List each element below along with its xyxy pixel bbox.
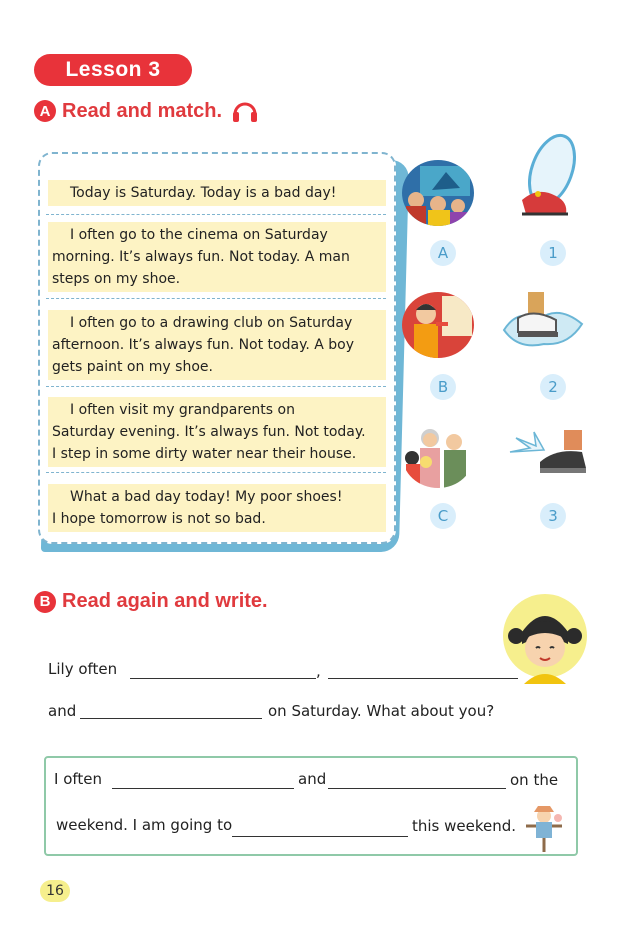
paragraph-drawing-club (48, 310, 386, 380)
box-i-often: I often (54, 770, 103, 788)
section-a-letter: A (34, 100, 56, 122)
cinema-picture (402, 160, 474, 226)
paragraph-intro (48, 180, 386, 206)
paragraph-grandparents (48, 397, 386, 467)
blank-5[interactable] (328, 788, 506, 789)
para-line: I often go to the cinema on Saturday (70, 227, 328, 243)
section-b-title: Read again and write. (62, 590, 268, 612)
headphones-icon[interactable] (232, 99, 258, 123)
shoe-picture-2 (498, 290, 590, 356)
and-text: and (48, 702, 77, 720)
divider (46, 386, 386, 387)
para-line: I step in some dirty water near their house. (52, 446, 357, 462)
blank-1[interactable] (130, 678, 316, 679)
divider (46, 214, 386, 215)
comma-text: , (316, 662, 321, 680)
shoe-picture-3 (506, 428, 590, 488)
box-on-the: on the (510, 771, 559, 789)
paragraph-bad-day (48, 484, 386, 532)
para-line: I hope tomorrow is not so bad. (52, 511, 266, 527)
girl-avatar (500, 592, 590, 684)
para-line: morning. It’s always fun. Not today. A man (52, 249, 350, 265)
on-saturday-text: on Saturday. What about you? (268, 702, 495, 720)
para-line: Saturday evening. It’s always fun. Not today. (52, 424, 366, 440)
scarecrow-icon (522, 806, 566, 852)
para-line: What a bad day today! My poor shoes! (70, 489, 343, 505)
blank-3[interactable] (80, 718, 262, 719)
section-b-letter: B (34, 591, 56, 613)
para-line: gets paint on my shoe. (52, 359, 213, 375)
blank-2[interactable] (328, 678, 518, 679)
para-line: I often go to a drawing club on Saturday (70, 315, 353, 331)
label-1[interactable]: 1 (540, 240, 566, 266)
divider (46, 472, 386, 473)
section-a-title: Read and match. (62, 99, 223, 122)
lily-often-text: Lily often (48, 660, 118, 678)
label-b[interactable]: B (430, 374, 456, 400)
blank-6[interactable] (232, 836, 408, 837)
paragraph-cinema (48, 222, 386, 292)
box-weekend-going: weekend. I am going to (56, 816, 233, 834)
para-line: afternoon. It’s always fun. Not today. A boy (52, 337, 355, 353)
shoe-picture-1 (508, 130, 588, 228)
label-2[interactable]: 2 (540, 374, 566, 400)
box-and: and (298, 770, 327, 788)
lesson-label: Lesson 3 (65, 58, 161, 81)
drawing-club-picture (402, 292, 474, 358)
label-a[interactable]: A (430, 240, 456, 266)
para-line: steps on my shoe. (52, 271, 181, 287)
blank-4[interactable] (112, 788, 294, 789)
page-number: 16 (40, 880, 70, 902)
label-3[interactable]: 3 (540, 503, 566, 529)
section-a-header (34, 99, 258, 123)
box-this-weekend: this weekend. (412, 817, 517, 835)
lesson-badge (34, 54, 192, 86)
para-line: I often visit my grandparents on (70, 402, 295, 418)
para-line: Today is Saturday. Today is a bad day! (70, 185, 337, 201)
grandparents-picture (402, 422, 474, 488)
label-c[interactable]: C (430, 503, 456, 529)
section-b-header (34, 590, 268, 613)
divider (46, 298, 386, 299)
